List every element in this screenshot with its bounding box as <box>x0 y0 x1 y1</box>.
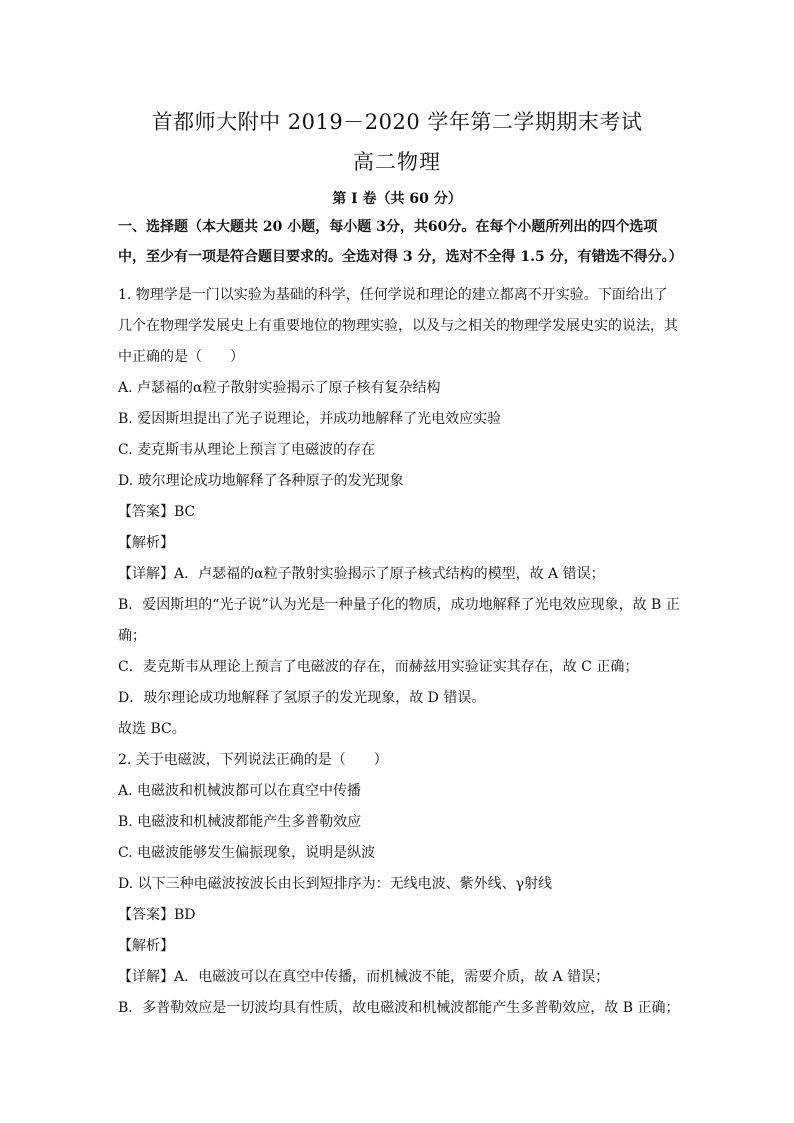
question-body <box>118 280 680 1024</box>
q2-detail-a: 【详解】A．电磁波可以在真空中传播，而机械波不能，需要介质，故 A 错误； <box>118 969 610 985</box>
section-heading: 一、选择题（本大题共 20 小题，每小题 3分，共60分。在每个小题所列出的四个选项中，至少有一项是符合题目要求的。全选对得 3 分，选对不全得 1.5 分，有错选不得分。） <box>118 219 683 265</box>
q1-option-d: D. 玻尔理论成功地解释了各种原子的发光现象 <box>118 473 404 489</box>
exam-volume-label: 第 I 卷（共 60 分） <box>332 191 462 207</box>
q1-option-c: C. 麦克斯韦从理论上预言了电磁波的存在 <box>118 442 376 458</box>
q1-option-a: A. 卢瑟福的α粒子散射实验揭示了原子核有复杂结构 <box>118 380 441 396</box>
q2-stem: 2. 关于电磁波，下列说法正确的是（ ） <box>118 752 388 768</box>
q1-detail-c: C．麦克斯韦从理论上预言了电磁波的存在，而赫兹用实验证实其存在，故 C 正确； <box>118 659 639 675</box>
q1-detail-a: 【详解】A．卢瑟福的α粒子散射实验揭示了原子核式结构的模型，故 A 错误； <box>118 566 605 582</box>
q2-answer: 【答案】BD <box>118 907 196 923</box>
q1-detail-b-line-2: 确； <box>118 628 146 644</box>
q2-option-d: D. 以下三种电磁波按波长由长到短排序为：无线电波、紫外线、γ射线 <box>118 876 552 892</box>
q1-analysis-label: 【解析】 <box>118 535 174 551</box>
q2-option-a: A. 电磁波和机械波都可以在真空中传播 <box>118 783 362 799</box>
q2-analysis-label: 【解析】 <box>118 938 174 954</box>
q2-detail-b: B．多普勒效应是一切波均具有性质，故电磁波和机械波都能产生多普勒效应，故 B 正确； <box>118 1000 680 1016</box>
q1-stem-line-3: 中正确的是（ ） <box>118 349 244 365</box>
exam-title: 首都师大附中 2019－2020 学年第二学期期末考试 <box>151 110 643 134</box>
q2-option-c: C. 电磁波能够发生偏振现象，说明是纵波 <box>118 845 376 861</box>
exam-subject: 高二物理 <box>353 150 441 174</box>
q1-answer: 【答案】BC <box>118 504 196 520</box>
q1-detail-d: D．玻尔理论成功地解释了氢原子的发光现象，故 D 错误。 <box>118 690 486 706</box>
q1-stem-line-2: 几个在物理学发展史上有重要地位的物理实验，以及与之相关的物理学发展史实的说法，其 <box>118 318 678 334</box>
q1-option-b: B. 爱因斯坦提出了光子说理论，并成功地解释了光电效应实验 <box>118 411 502 427</box>
q2-option-b: B. 电磁波和机械波都能产生多普勒效应 <box>118 814 362 830</box>
q1-conclusion: 故选 BC。 <box>118 721 186 737</box>
q1-stem-line-1: 1. 物理学是一门以实验为基础的科学，任何学说和理论的建立都离不开实验。下面给出了 <box>118 287 668 303</box>
q1-detail-b-line-1: B．爱因斯坦的“光子说”认为光是一种量子化的物质，成功地解释了光电效应现象，故 B 正 <box>118 597 680 613</box>
